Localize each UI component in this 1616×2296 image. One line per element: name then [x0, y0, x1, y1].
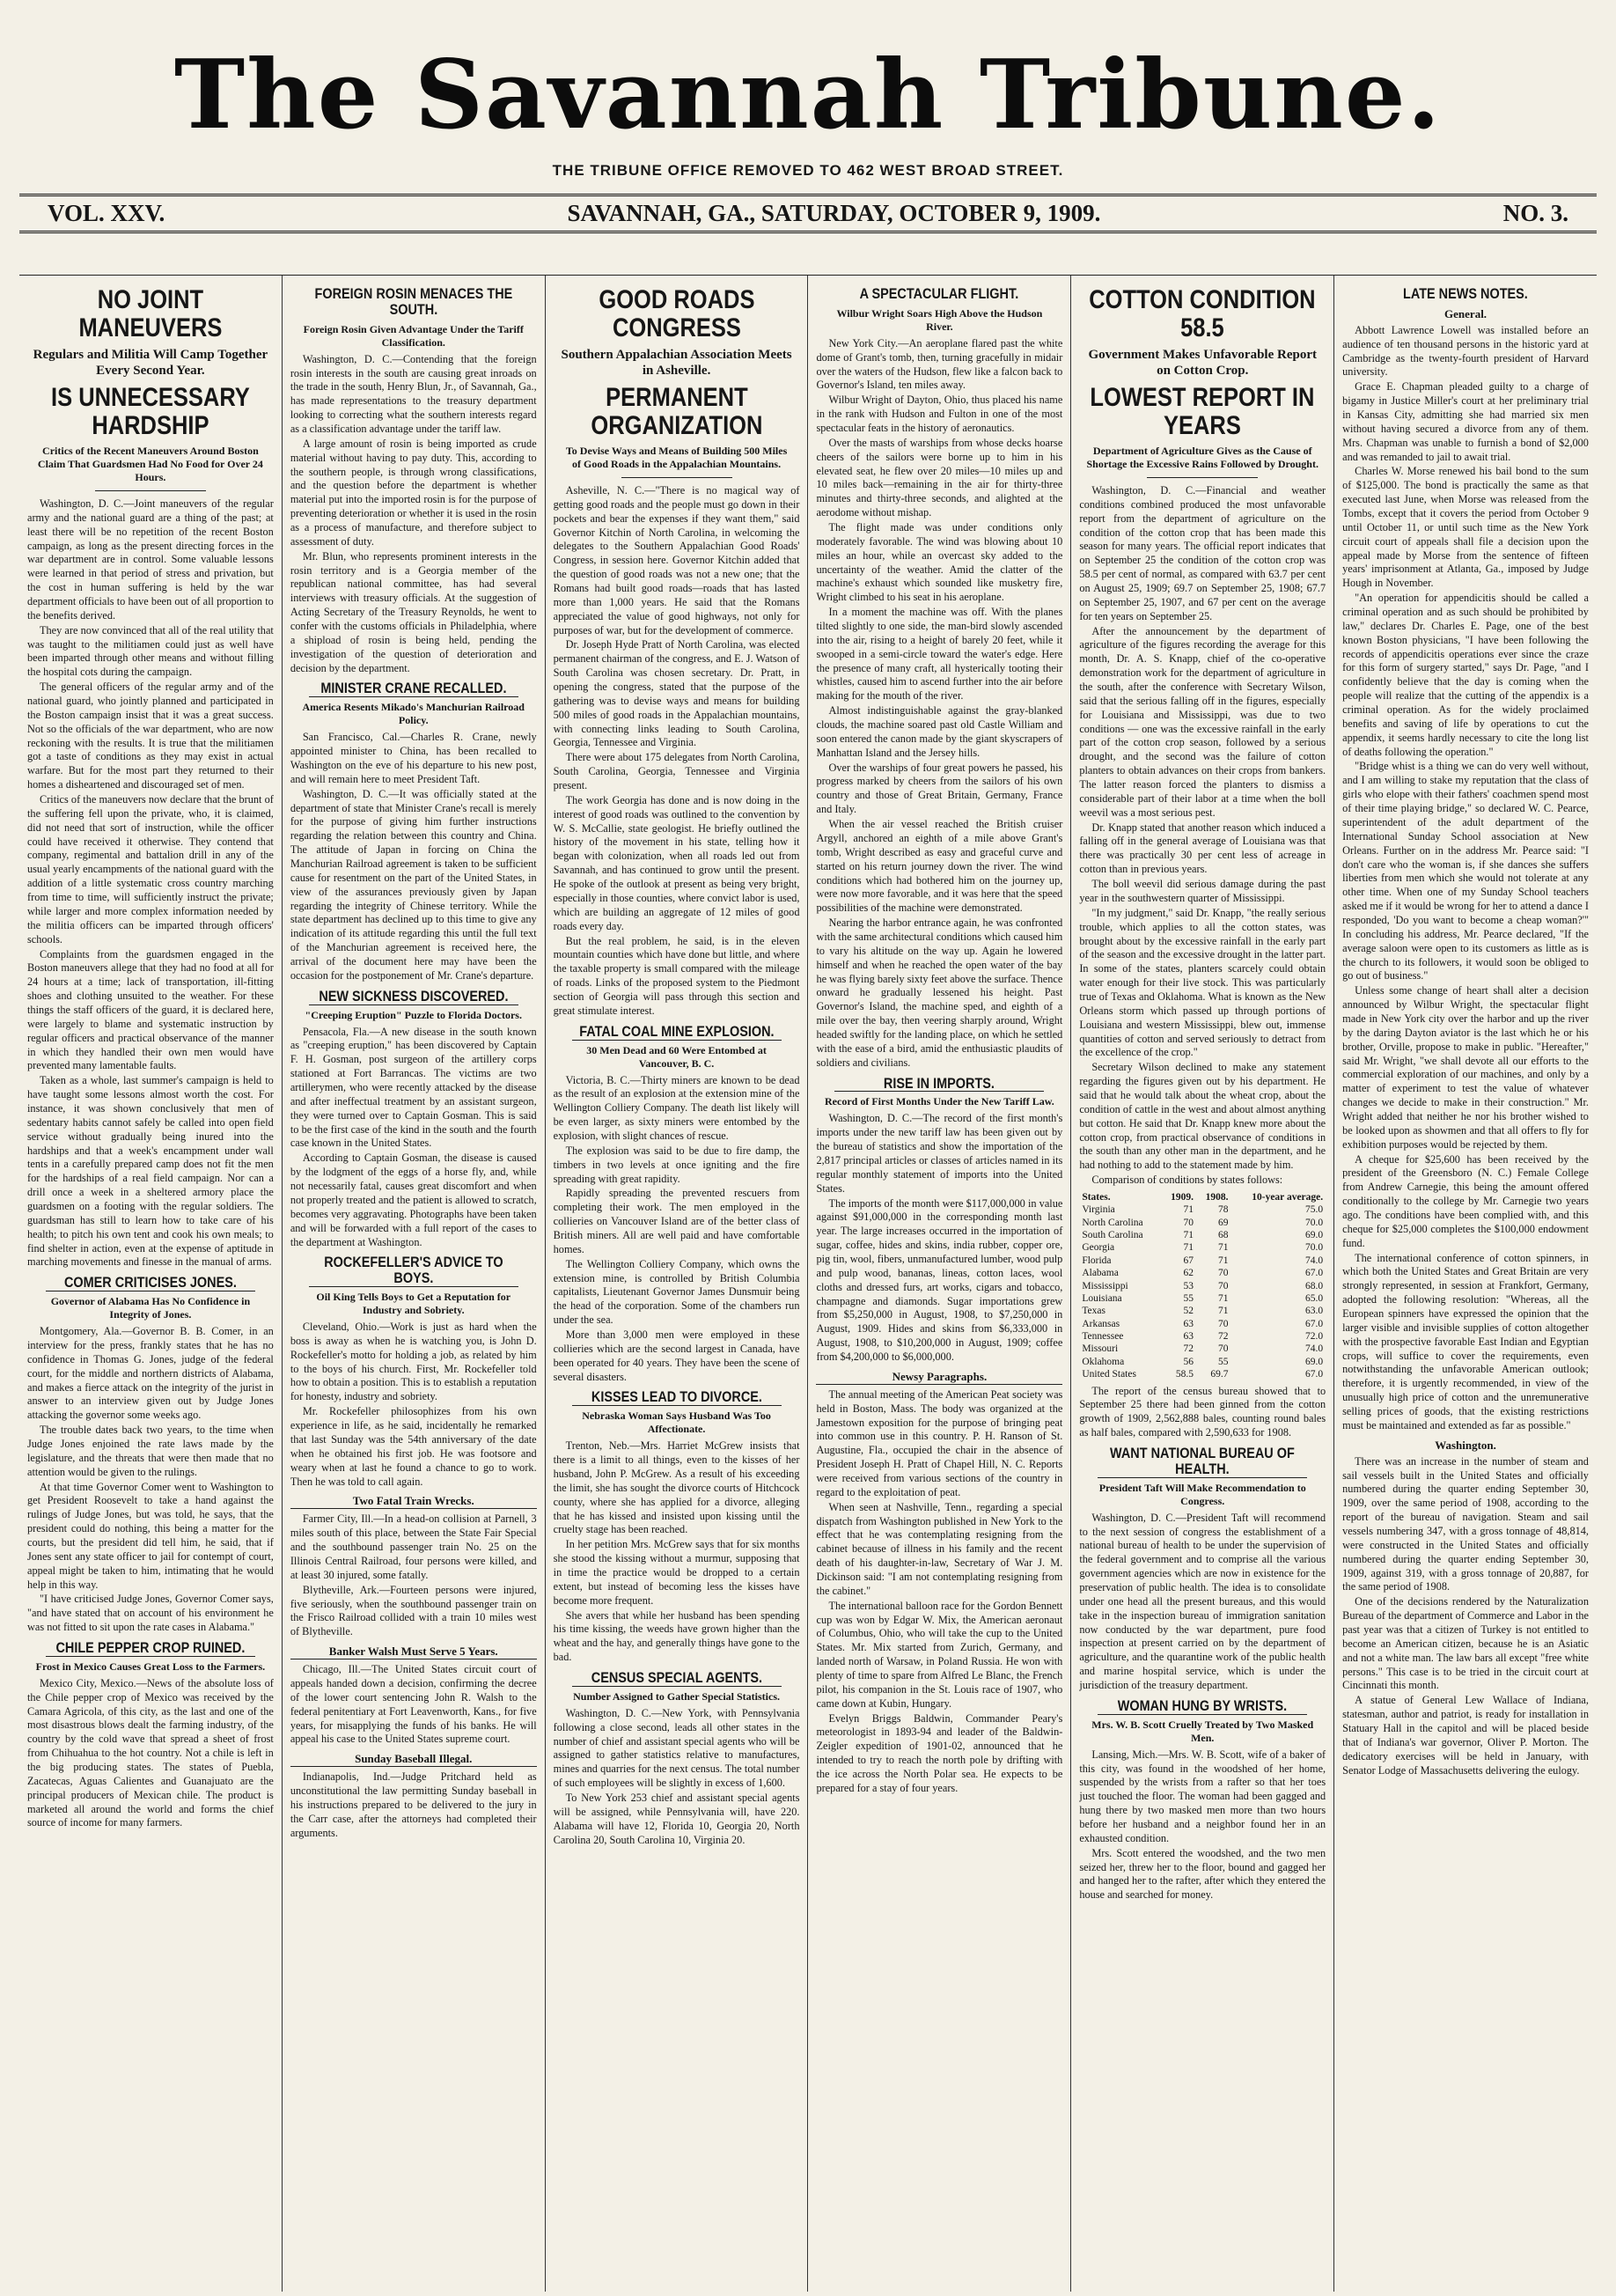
subhead: 30 Men Dead and 60 Were Entombed at Vancouver, B. C. [586, 1043, 767, 1070]
newspaper-title: The Savannah Tribune. [173, 40, 1443, 151]
paragraph: Critics of the maneuvers now declare that the brunt of the suffering fell upon the private, who, it is claimed, did not need that sort of instruction, while the officer could have received it otherwise. They contend that company, regimental and battalion drill in any of the usual yearly encampments of the national guard with the addition of a little systematic cross country marching from time to time, will sufficiently instruct the private; while larger and more complex information needed by the militia officers can be imparted through officers' schools. [27, 793, 274, 946]
paragraph: To New York 253 chief and assistant special agents will be assigned, while Pennsylvania will, have 220. Alabama will have 12, Florida 10, Georgia 20, North Carolina 20, South Carolina 10, Virginia 20. [553, 1792, 800, 1846]
paragraph: The general officers of the regular army and of the national guard, who jointly planned and participated in the Boston campaign insist that it was a great success. Not so the officials of the war department, who are now reckoning with the results. It is true that the militiamen got a taste of conditions as they may exist in actual warfare. But for the most part they returned to their homes a disheartened and discouraged set of men. [27, 681, 274, 791]
headline-woman-hung: WOMAN HUNG BY WRISTS. [1098, 1698, 1307, 1715]
table-cell: 70 [1183, 1217, 1194, 1228]
divider [95, 490, 206, 491]
paragraph: Dr. Joseph Hyde Pratt of North Carolina, was elected permanent chairman of the congress, and E. J. Watson of South Carolina was chosen secretary. Dr. Pratt, in opening the congress, stated that the purpose of the gathering was to devise ways and means for building 500 miles of good roads in the Appalachian mountains, with connecting links leading to South Carolina, Georgia, Tennessee and Virginia. [553, 638, 800, 749]
subhead: Record of First Months Under the New Tariff Law. [825, 1095, 1054, 1108]
table-cell: 62 [1183, 1268, 1194, 1279]
table-cell: Mississippi [1082, 1280, 1128, 1292]
table-cell: 74.0 [1305, 1255, 1324, 1266]
table-cell: Florida [1082, 1255, 1112, 1266]
subhead: Number Assigned to Gather Special Statistics. [573, 1689, 781, 1703]
paragraph: Washington, D. C.—Contending that the foreign rosin interests in the south are causing great inroads on the trade in the south, Henry Blun, Jr., of Savannah, Ga., has made representations to the treasury department looking to correcting what the southern interests regard as a classification advantage under the tariff law. [290, 352, 537, 435]
table-row [1079, 1292, 1326, 1305]
paragraph: A cheque for $25,600 has been received by the president of the Greensboro (N. C.) Female College from Andrew Carnegie, this being the amount offered conditionally to the college by Mr. Carnegie two years ago. The conditions have been complied with, and this cheque for $25,000 completes the $100,000 endowment fund. [1342, 1152, 1589, 1249]
column-4 [808, 276, 1071, 2292]
table-row [1079, 1255, 1326, 1267]
paragraph: The annual meeting of the American Peat society was held in Boston, Mass. The body was organized at the Jamestown exposition for the purpose of bringing peat into common use in this country. P. H. Ranson of St. Augustine, Fla., occupied the chair in the absence of President Joseph H. Pratt of Chapel Hill, N. C. Reports were received from various sections of the country in regard to the exploitation of peat. [816, 1387, 1063, 1498]
table-cell: 58.5 [1175, 1369, 1194, 1380]
headline-newsy: Newsy Paragraphs. [816, 1370, 1062, 1385]
table-cell: 56 [1183, 1356, 1194, 1367]
divider [621, 477, 732, 478]
paragraph: New York City.—An aeroplane flared past the white dome of Grant's tomb, then, turning gracefully in midair over the waters of the Hudson, flew like a falcon back to Governor's Island, ten miles away. [816, 336, 1063, 392]
paragraph: She avers that while her husband has been spending his time kissing, the weeds have grown higher than the wheat and the hay, and generally things have gone to the bad. [553, 1608, 800, 1664]
table-cell: 75.0 [1305, 1204, 1324, 1216]
paragraph: There was an increase in the number of steam and sail vessels built in the United States and officially numbered during the quarter ending September 30, 1909, over the same period of 1908, according to the report of the bureau of navigation. Steam and sail vessels numbering 347, with a gross tonnage of 48,814, were constructed in the United States and officially numbered during the quarter ending September 30, 1909, against 319, with a gross tonnage of 20,887, for the same period of 1908. [1342, 1454, 1589, 1593]
table-cell: South Carolina [1082, 1230, 1143, 1241]
volume-label: VOL. XXV. [48, 200, 165, 226]
headline-health-bureau: WANT NATIONAL BUREAU OF HEALTH. [1098, 1446, 1307, 1478]
column-3 [546, 276, 809, 2292]
table-cell: 67.0 [1305, 1369, 1324, 1380]
table-cell: Georgia [1082, 1242, 1115, 1254]
table-cell: Oklahoma [1082, 1356, 1125, 1367]
table-row [1079, 1203, 1326, 1216]
subhead: President Taft Will Make Recommendation to Congress. [1098, 1481, 1306, 1507]
paragraph: Evelyn Briggs Baldwin, Commander Peary's meteorologist in 1893-94 and leader of the Baldwin-Zeigler expedition of 1901-02, announced that he intended to try to reach the north pole by drifting with the ice across the North Polar sea. He expects to be prepared for a stay of four years. [816, 1711, 1063, 1794]
paragraph: "In my judgment," said Dr. Knapp, "the really serious trouble, which applies to all the cotton states, was brought about by the excessive rainfall in the early part of the season and the excessive drought in the latter part. In some of the states, planters scarcely could obtain water enough for their live stock. This was particularly true of Texas and Oklahoma. What is known as the New Orleans storm which passed up through portions of Louisiana and western Mississippi, blew out, immense quantities of cotton and served seriously to detract from the excellence of the crop." [1079, 906, 1326, 1059]
headline-joint-maneuvers: NO JOINT MANEUVERS [78, 285, 223, 342]
table-cell: 67.0 [1305, 1318, 1324, 1329]
table-cell: United States [1082, 1369, 1136, 1380]
table-cell: 65.0 [1305, 1292, 1324, 1304]
paragraph: Chicago, Ill.—The United States circuit court of appeals handed down a decision, confirming the decree of the lower court sentencing John R. Walsh to the federal penitentiary at Fort Leavenworth, Kans., for five years, for misapplying the funds of his banks. He will appeal his case to the United States supreme court. [290, 1663, 537, 1746]
paragraph: Montgomery, Ala.—Governor B. B. Comer, in an interview for the press, frankly states that he has no confidence in Thomas G. Jones, judge of the federal court, for the middle and northern districts of Alabama, and makes a fierce attack on the integrity of the jurist in answer to an interview given out by Judge Jones attacking the governor some weeks ago. [27, 1325, 274, 1422]
table-cell: Virginia [1082, 1204, 1115, 1216]
paragraph: Mr. Rockefeller philosophizes from his own experience in life, as he said, incidentally he remarked that last Sunday was the 54th anniversary of the date when he obtained his first job. He was footsore and weary when at last he found a chance to go to work. Then he was told to call again. [290, 1405, 537, 1488]
dateline: SAVANNAH, GA., SATURDAY, OCTOBER 9, 1909. [567, 200, 1101, 226]
headline-train-wrecks: Two Fatal Train Wrecks. [290, 1494, 537, 1509]
subhead: Department of Agriculture Gives as the Cause of Shortage the Excessive Rains Followed by Drought. [1086, 445, 1319, 470]
table-row [1079, 1343, 1326, 1355]
paragraph: Taken as a whole, last summer's campaign is held to have taught some lessons almost worth the cost. For instance, it was shown conclusively that men of sedentary habits cannot safely be called into open field service without gradually being inured into the hardships and that a week's encampment under wall tents in a carefully prepared camp does not fit the men for the hardships of a real field campaign. Nor can a drill once a week in a sheltered armory place the guardsmen on a footing with the regular soldiers. The guardsman has still to learn how to take care of his health; to pitch his own tent and cook his own meals; to find shelter in action, even at the expense of aptitude in marching movements and finesse in the manual of arms. [27, 1074, 274, 1269]
paragraph: Farmer City, Ill.—In a head-on collision at Parnell, 3 miles south of this place, between the State Fair Special and the southbound passenger train No. 25 on the Illinois Central Railroad, four persons were killed, and at least 30 injured, some fatally. [290, 1512, 537, 1581]
paragraph: The international conference of cotton spinners, in which both the United States and Great Britain are very strongly represented, in session at Frankfort, Germany, adopted the following resolution: "Whereas, all the European spinners have expressed the opinion that the larger visible and invisible supplies of cotton altogether with the prospective favorable East Indian and Egyptian crops, will suffice to cover the requirements, even notwithstanding the unfavorable American outlook; therefore, it is urgently recommended, in view of the unusually high price of cotton and the unremunerative selling prices of goods, that the existing restrictions must be maintained and extended as far as possible." [1342, 1251, 1589, 1431]
headline-kisses: KISSES LEAD TO DIVORCE. [572, 1389, 782, 1406]
column-header: 1909. [1171, 1191, 1194, 1203]
paragraph: Mexico City, Mexico.—News of the absolute loss of the Chile pepper crop of Mexico was received by the Camara Agricola, of this city, as the last and one of the most disastrous blows dealt the farming industry, of the country by the cold wave that spread a sheet of frost from Chihuahua to the hot country. Not a chile is left in the big producing states. The states of Puebla, Zacatecas, Aguas Calientes and Guanajuato are the principal producers of Mexican chile. The product is marketed all around the world and forms the chief source of income for many farmers. [27, 1676, 274, 1829]
headline-imports: RISE IN IMPORTS. [834, 1076, 1044, 1093]
paragraph: Secretary Wilson declined to make any statement regarding the figures given out by his department. He said that he would talk about the wheat crop, about the condition of cattle in the west and about almost anything but cotton. He said that Dr. Knapp knew more about the cotton crop, from practical observance of conditions in the south than any other man in the department, and he had nothing to add to the statement made by him. [1079, 1061, 1326, 1172]
headline-comer: COMER CRITICISES JONES. [46, 1275, 255, 1292]
paragraph: But the real problem, he said, is in the eleven mountain counties which have done but little, and where the taxable property is small compared with the mileage of roads. Links of the proposed system to the Piedmont section of Georgia will pass through this section and great stimulate interest. [553, 934, 800, 1017]
paragraph: In her petition Mrs. McGrew says that for six months she stood the kissing without a murmur, supposing that in time the practice would be dropped to a certain extent, but instead of becoming less the kisses have become more frequent. [553, 1538, 800, 1607]
paragraph: Washington, D. C.—Financial and weather conditions combined produced the most unfavorable report from the department of agriculture on the condition of the cotton crop that has been made this season for many years. The official report indicates that on September 25 the condition of the cotton crop was 58.5 per cent of normal, as compared with 63.7 per cent on August 25, 1909; 69.7 on September 25, 1908; 67.7 on September 25, 1907, and 67 per cent on the average for ten years on September 25. [1079, 484, 1326, 622]
table-cell: 71 [1183, 1242, 1194, 1254]
headline-sickness: NEW SICKNESS DISCOVERED. [309, 989, 518, 1005]
paragraph: The Wellington Colliery Company, which owns the extension mine, is controlled by British Columbia capitalists, Lieutenant Governor James Dunsmuir being the head of the corporation. Some of the chambers run under the sea. [553, 1257, 800, 1327]
paragraph: Nearing the harbor entrance again, he was confronted with the same architectural conditions which caused him to vary his altitude on the way up. Again he lowered himself and when he reached the open water of the bay he was flying barely sixty feet above the surface. Thence onward he gradually lessened his height. Past Governor's Island, the machine sped, and eighth of a mile over the bay, then veering sharply around, Wright headed swiftly for the landing place, on which he settled with the ease of a bird, amid the enthusiastic plaudits of soldiers and civilians. [816, 916, 1063, 1069]
table-row [1079, 1229, 1326, 1241]
paragraph: A statue of General Lew Wallace of Indiana, statesman, author and patriot, is ready for installation in Statuary Hall in the capitol and will be placed beside that of Indiana's war governor, Oliver P. Morton. The dedicatory exercises will be held in January, with Senator Lodge of Massachusetts delivering the eulogy. [1342, 1694, 1589, 1777]
table-cell: 67 [1183, 1255, 1194, 1266]
paragraph: Unless some change of heart shall alter a decision announced by Wilbur Wright, the spectacular flight made in New York city over the harbor and up the river by the daring Dayton aviator is the last which he or his brother, Orville, propose to make in public. "Hereafter," said Mr. Wright, "we shall devote all our efforts to the commercial exploration of our machines, and only by a matter of experiment to test the value of whatever changes we decide to make in their construction." Mr. Wright added that neither he nor his brother wished to be looked upon as showmen and that all offers to fly for exhibition purposes would be rejected by them. [1342, 984, 1589, 1151]
subhead: Wilbur Wright Soars High Above the Hudson River. [836, 306, 1043, 333]
table-cell: 55 [1183, 1292, 1194, 1304]
paragraph: Washington, D. C.—Joint maneuvers of the regular army and the national guard are a thing of the past; at least there will be no repetition of the recent Boston campaign, as long as the present directing forces in the war department are in control. Some valuable lessons were learned in that period of stress and privation, but the cost in human suffering is held by the war department officials to have been out of all proportion to the benefits derived. [27, 497, 274, 622]
paragraph: Abbott Lawrence Lowell was installed before an audience of ten thousand persons in the historic yard at Cambridge as the twenty-fourth president of Harvard university. [1342, 323, 1589, 379]
paragraph: Blytheville, Ark.—Fourteen persons were injured, five seriously, when the southbound passenger train on the Frisco Railroad collided with a train 10 miles west of Blytheville. [290, 1583, 537, 1638]
headline-flight: A SPECTACULAR FLIGHT. [860, 285, 1019, 302]
table-cell: 70 [1218, 1343, 1229, 1355]
subhead: Nebraska Woman Says Husband Was Too Affectionate. [582, 1409, 771, 1436]
section-label-washington: Washington. [1435, 1438, 1496, 1452]
office-notice: THE TRIBUNE OFFICE REMOVED TO 462 WEST BROAD STREET. [552, 162, 1064, 179]
paragraph: Over the masts of warships from whose decks hoarse cheers of the sailors were borne up to him in his elevated seat, he flew over 20 miles—10 miles up and 10 miles back—remaining in the air for thirty-three minutes and thirty-three seconds, and alighted at the aerodome without mishap. [816, 436, 1063, 519]
paragraph: Almost indistinguishable against the gray-blanked clouds, the machine soared past old Castle William and soon entered the canon made by the giant skyscrapers of Manhattan Island and the Jersey hills. [816, 704, 1063, 759]
paragraph: Comparison of conditions by states follows: [1091, 1174, 1283, 1187]
table-cell: 55 [1218, 1356, 1229, 1367]
table-cell: 71 [1218, 1306, 1229, 1317]
table-cell: 70 [1218, 1280, 1229, 1292]
paragraph: The flight made was under conditions only moderately favorable. The wind was blowing about 10 miles an hour, while an overcast sky added to the uncertainty of the weather. Amid the clatter of the machine's exhaust which sounded like musketry fire, Wright climbed to his seat in his aeroplane. [816, 521, 1063, 604]
table-body [1079, 1203, 1326, 1380]
headline-walsh: Banker Walsh Must Serve 5 Years. [290, 1645, 537, 1659]
table-row [1079, 1280, 1326, 1292]
paragraph: The imports of the month were $117,000,000 in value against $91,000,000 in the corresponding month last year. The large increases occurred in the importation of sugar, coffee, hides and skins, india rubber, copper ore, pig tin, wool, fibers, unmanufactured lumber, wood pulp and pulp wood, bananas, lineas, cotton laces, wool cloths and dressed furs, art works, cigars and tobacco, champagne and diamonds. Sugar importations grew from $5,250,000 in August, 1908, to $7,250,000 in August, 1909. Hides and skins from $6,333,000 in August, 1908, to $10,200,000 in August, 1909; coffee from $4,200,000 to $6,000,000. [816, 1196, 1063, 1363]
table-cell: Arkansas [1082, 1318, 1120, 1329]
paragraph: The report of the census bureau showed that to September 25 there had been ginned from the cotton growth of 1909, 2,562,888 bales, counting round bales as half bales, compared with 2,590,633 for 1908. [1079, 1384, 1326, 1439]
table-cell: Alabama [1082, 1268, 1119, 1279]
table-cell: 67.0 [1305, 1268, 1324, 1279]
paragraph: The boll weevil did serious damage during the past year in the southwestern quarter of Mississippi. [1079, 878, 1326, 904]
table-cell: 71 [1183, 1204, 1194, 1216]
subhead: Foreign Rosin Given Advantage Under the Tariff Classification. [303, 322, 524, 349]
paragraph: Indianapolis, Ind.—Judge Pritchard held as unconstitutional the law permitting Sunday baseball in his instructions prepared to be delivered to the jury in the Carr case, after the attorneys had completed their arguments. [290, 1770, 537, 1839]
deck: Southern Appalachian Association Meets in Asheville. [561, 348, 792, 378]
paragraph: In a moment the machine was off. With the planes tilted slightly to one side, the man-bird slowly ascended into the air, rising to a height of barely 20 feet, while it swooped in a semi-circle toward the water's edge. Here the presence of many craft, all hysterically tooting their whistles, caused him to ascend further into the air before making for the mouth of the river. [816, 606, 1063, 703]
table-row [1079, 1217, 1326, 1229]
paragraph: Complaints from the guardsmen engaged in the Boston maneuvers allege that they had no food at all for 24 hours at a time; lack of transportation, ill-fitting shoes and clothing unsuited to the weather. For these things the staff officers of the guard, it is declared here, were largely to blame and systematic instruction by regular officers and practical observance of the manner in which they handled their own men would have prevented many lamentable faults. [27, 947, 274, 1072]
table-row [1079, 1330, 1326, 1343]
paragraph: The explosion was said to be due to fire damp, the timbers in two levels at once igniting and the fire spreading with great rapidity. [553, 1144, 800, 1185]
paragraph: Cleveland, Ohio.—Work is just as hard when the boss is away as when he is watching you, is John D. Rockefeller's motto for holding a job, as related by him to the boys of his church. First, Mr. Rockefeller told how to obtain a position. This is to establish a reputation for honesty, industry and sobriety. [290, 1321, 537, 1403]
table-cell: 70 [1218, 1318, 1229, 1329]
table-row [1079, 1305, 1326, 1317]
paragraph: Mrs. Scott entered the woodshed, and the two men seized her, threw her to the floor, bound and gagged her and hanged her to the rafter, after which they entered the house and searched for money. [1079, 1846, 1326, 1902]
dateline-bar [19, 194, 1597, 233]
subhead: Frost in Mexico Causes Great Loss to the Farmers. [35, 1659, 266, 1673]
paragraph: Washington, D. C.—New York, with Pennsylvania following a close second, leads all other states in the number of chief and assistant special agents who will be assigned to gather statistics relative to manufactures, mines and quarries for the next census. The total number of such employees will be slightly in excess of 1,600. [553, 1706, 800, 1790]
paragraph: Lansing, Mich.—Mrs. W. B. Scott, wife of a baker of this city, was found in the woodshed of her home, suspended by the wrists from a rafter so that her toes just touched the floor. The woman had been gagged and hung there by two masked men more than two hours before her husband and a neighbor found her in an exhausted condition. [1079, 1748, 1326, 1844]
headline-chile: CHILE PEPPER CROP RUINED. [46, 1640, 255, 1657]
paragraph: Rapidly spreading the prevented rescuers from completing their work. The men employed in the collieries on Vancouver Island are of the better class of British miners. All are well paid and have comfortable homes. [553, 1187, 800, 1255]
paragraph: When seen at Nashville, Tenn., regarding a special dispatch from Washington published in New York to the effect that he was contemplating resigning from the cabinet because of illness in his family and the recent death of his daughter-in-law, Secretary of War J. M. Dickinson said: "I am not contemplating resigning from the cabinet." [816, 1500, 1063, 1597]
section-label-general: General. [1444, 306, 1487, 320]
table-cell: Texas [1082, 1306, 1105, 1317]
table-row [1079, 1241, 1326, 1254]
headline-permanent-organization: PERMANENT ORGANIZATION [591, 383, 763, 440]
headline-census: CENSUS SPECIAL AGENTS. [572, 1670, 782, 1687]
deck: Government Makes Unfavorable Report on Cotton Crop. [1088, 348, 1317, 378]
table-cell: 71 [1183, 1230, 1194, 1241]
table-cell: 72.0 [1305, 1331, 1324, 1343]
deck: Regulars and Militia Will Camp Together Every Second Year. [33, 348, 268, 378]
table-cell: Missouri [1082, 1343, 1119, 1355]
column-header: 10-year average. [1252, 1191, 1324, 1203]
paragraph: Victoria, B. C.—Thirty miners are known to be dead as the result of an explosion at the extension mine of the Wellington Colliery Company. The death list likely will be even larger, as sixty miners were entombed by the explosion, with slight chances of rescue. [553, 1073, 800, 1142]
table-cell: 68 [1218, 1230, 1229, 1241]
paragraph: According to Captain Gosman, the disease is caused by the lodgment of the eggs of a horse fly, and, while not necessarily fatal, causes great discomfort and when not properly treated and the patient is allowed to scratch, becomes very aggravating. Photographs have been taken and will be forwarded with a full report of the cases to the department at Washington. [290, 1152, 537, 1248]
paragraph: A large amount of rosin is being imported as crude material without having to pay duty. This, according to the southern people, is through wrong classifications, and the question before the department is whether material put into the imported rosin is for the purpose of preventing deterioration or whether it is used in the rosin as a process of manufacture, and therefore subject to assessment of duty. [290, 437, 537, 548]
paragraph: Over the warships of four great powers he passed, his progress marked by cheers from the sailors of his own country and those of Great Britain, Germany, France and Italy. [816, 761, 1063, 816]
paragraph: Mr. Blun, who represents prominent interests in the rosin territory and is a Georgia member of the republican national committee, has had several interviews with treasury officials. At the suggestion of Acting Secretary of the Treasury Reynolds, he went to confer with the customs officials in Philadelphia, where a shipload of rosin is being held, pending the investigation of the question of deterioration and decision by the department. [290, 549, 537, 674]
subhead: Governor of Alabama Has No Confidence in Integrity of Jones. [50, 1295, 251, 1321]
table-cell: 69 [1218, 1217, 1229, 1228]
paragraph: There were about 175 delegates from North Carolina, South Carolina, Georgia, Tennessee and Virginia present. [553, 751, 800, 792]
table-cell: 78 [1218, 1204, 1229, 1216]
paragraph: After the announcement by the department of agriculture of the figures recording the average for this month, Dr. A. S. Knapp, chief of the co-operative demonstration work for the department of agriculture in the south, after the conference with Secretary Wilson, said that the serious falling off in the figures, especially for Louisiana and Mississippi, was due to two conditions — one was the excessive rainfall in the early part of the cotton crop season, followed by a serious drought, and the second was the failure of cotton planters to obtain advances on their crops from bankers. The latter reason forced the planters to dismiss a considerable part of their labor at a time when the boll weevil was a most serious pest. [1079, 624, 1326, 819]
table-cell: 70.0 [1305, 1242, 1324, 1254]
table-cell: 63.0 [1305, 1306, 1324, 1317]
masthead [19, 12, 1597, 269]
table-cell: 68.0 [1305, 1280, 1324, 1292]
paragraph: Washington, D. C.—President Taft will recommend to the next session of congress the establishment of a national bureau of health to be under the supervision of the federal government and to comprise all the various government agencies which are now in existence for the preservation of public health. The idea is to consolidate under one head all the present bureaus, and this would take in the inspection bureau of immigration sanitation now conducted by the war department, pure food inspection at present carried on by the department of agriculture, and the quarantine work of the public health and marine hospital service, which is under the jurisdiction of the treasury department. [1079, 1511, 1326, 1692]
paragraph: "An operation for appendicitis should be called a criminal operation and as such should be prohibited by law," declares Dr. Charles E. Page, one of the best known Boston physicians, "I have been following the records of appendicitis operations ever since the craze for this form of surgery started," says Dr. Page, "and I confidently believe that the day is coming when the people will realize that the cutting of the appendix is a criminal operation. As for the widely proclaimed benefits and saving of life by operations to cut the appendix, it seems hardly necessary to cite the long list of deaths following the operation." [1342, 592, 1589, 758]
subhead: Mrs. W. B. Scott Cruelly Treated by Two Masked Men. [1091, 1718, 1314, 1744]
column-header: States. [1082, 1191, 1111, 1203]
column-5 [1071, 276, 1334, 2292]
issue-number: NO. 3. [1502, 200, 1568, 226]
headline-baseball: Sunday Baseball Illegal. [290, 1752, 537, 1767]
headline-lowest-report: LOWEST REPORT IN YEARS [1090, 383, 1315, 440]
table-row [1079, 1267, 1326, 1279]
table-cell: 71 [1218, 1292, 1229, 1304]
paragraph: The international balloon race for the Gordon Bennett cup was won by Edgar W. Mix, the American aeronaut of Columbus, Ohio, who will take the cup to the United States. Mr. Mix started from Zurich, Germany, and landed north of Warsaw, in Poland Russia. He won with plenty of time to spare from Alfred Le Blanc, the French pilot, his companion in the St. Louis race of 1907, who came down at Kubin, Hungary. [816, 1599, 1063, 1710]
column-2 [283, 276, 546, 2292]
paragraph: Charles W. Morse renewed his bail bond to the sum of $125,000. The bond is practically the same as that executed last June, when Morse was released from the Tombs, except that it covers the period from October 9 until October 11, or until such time as the New York circuit court of appeals shall file a decision upon the appeal made by Morse from the sentence of fifteen years' imprisonment at Atlanta, Ga., imposed by Judge Hough in November. [1342, 465, 1589, 590]
table-cell: 71 [1218, 1242, 1229, 1254]
paragraph: Washington, D. C.—The record of the first month's imports under the new tariff law has been given out by the bureau of statistics and show the importation of the 2,817 principal articles or classes of articles named in its regular monthly statement of imports into the United States. [816, 1112, 1063, 1195]
table-row [1079, 1318, 1326, 1330]
table-cell: 69.0 [1305, 1230, 1324, 1241]
table-row [1079, 1368, 1326, 1380]
paragraph: "Bridge whist is a thing we can do very well without, and I am willing to stake my reputation that the class of girls who elope with their fathers' coachmen spend most of their time playing bridge," so declared W. C. Pearce, superintendent of the adult department of the International Sunday School association at New Orleans. Further on in the address Mr. Pearce said: "I don't care who the woman is, if she dances she suffers liberties from men which she would not tolerate at any other time. When one of my Sunday School teachers asked me if it would be wrong for her to attend a dance I responded, 'Do you want to become a cheap woman?'" In concluding his address, Mr. Pearce declared, "If the average saloon were open to its customers as little as is the church to its followers, it would soon be obliged to go out of business." [1342, 760, 1589, 982]
headline-rosin: FOREIGN ROSIN MENACES THE SOUTH. [314, 285, 513, 318]
subhead: America Resents Mikado's Manchurian Railroad Policy. [302, 701, 525, 727]
headline-good-roads: GOOD ROADS CONGRESS [599, 285, 755, 342]
table-cell: 52 [1183, 1306, 1194, 1317]
headline-late-news: LATE NEWS NOTES. [1403, 285, 1528, 302]
paragraph: Pensacola, Fla.—A new disease in the south known as "creeping eruption," has been discovered by Captain F. H. Gosman, post surgeon of the artillery corps stationed at Fort Barrancas. The victims are two artillerymen, who were recently attacked by the disease and after ineffectual treatment by an assistant surgeon, they were turned over to Captain Gosman. This is said to be the first case of the kind in the south and the fourth case known in the United States. [290, 1025, 537, 1150]
paragraph: When the air vessel reached the British cruiser Argyll, anchored an eighth of a mile above Grant's tomb, Wright described as easy and graceful curve and started on his return journey down the river. The wind conditions which had bothered him on the journey up, were now more favorable, and it was here that the speed possibilities of the machine were demonstrated. [816, 818, 1063, 915]
table-cell: Louisiana [1082, 1292, 1122, 1304]
column-6 [1334, 276, 1597, 2292]
paragraph: Asheville, N. C.—"There is no magical way of getting good roads and the people must go down in their pockets and bear the expenses if they want them," said Governor Kitchin of North Carolina, in welcoming the delegates to the Southern Appalachian Good Roads' Congress, in session here. Governor Kitchin added that the question of good roads was not a new one; that the Romans had built good roads—roads that has lasted more than 1,000 years. He said that the Romans appreciated the value of good highways, not only for purposes of war, but for the development of commerce. [553, 484, 800, 637]
subhead: Critics of the Recent Maneuvers Around Boston Claim That Guardsmen Had No Food for Over 24 Hours. [37, 445, 263, 483]
table-cell: 71 [1218, 1255, 1229, 1266]
paragraph: Dr. Knapp stated that another reason which induced a falling off in the general average of Louisiana was that there was practically 30 per cent less of acreage in cotton than in previous years. [1079, 821, 1326, 876]
column-1 [19, 276, 283, 2292]
paragraph: One of the decisions rendered by the Naturalization Bureau of the department of Commerce and Labor in the past year was that a citizen of Turkey is not entitled to become an American citizen, because he is an Asiatic and not a white man. The law bars all except "free white persons." This case is to be tried in the circuit court at Cincinnati this month. [1342, 1595, 1589, 1692]
subhead: To Devise Ways and Means of Building 500 Miles of Good Roads in the Appalachian Mountains. [565, 445, 788, 470]
paragraph: The trouble dates back two years, to the time when Judge Jones enjoined the rate laws made by the legislature, and the threats that were then made that no attention would be given to the rulings. [27, 1424, 274, 1478]
table-cell: Tennessee [1082, 1331, 1124, 1343]
paragraph: San Francisco, Cal.—Charles R. Crane, newly appointed minister to China, has been recalled to Washington on the eve of his departure to his new post, and will remain here to meet President Taft. [290, 731, 537, 785]
headline-rockefeller: ROCKEFELLER'S ADVICE TO BOYS. [309, 1255, 518, 1287]
table-cell: 69.7 [1210, 1369, 1229, 1380]
divider [1147, 477, 1258, 478]
table-cell: 53 [1183, 1280, 1194, 1292]
table-cell: 63 [1183, 1318, 1194, 1329]
paragraph: "I have criticised Judge Jones, Governor Comer says, "and have stated that on account of his environment he was not fitted to sit upon the rate cases in Alabama." [27, 1593, 274, 1634]
paragraph: Washington, D. C.—It was officially stated at the department of state that Minister Crane's recall is merely for the purpose of giving him further instructions regarding the relation between this country and China. The attitude of Japan in forcing on China the Manchurian Railroad agreement is taken to be sufficient cause for resentment on the part of the United States, in view of the assurances previously given by Japan regarding the integrity of Chinese territory. While the state department has declined up to this time to give any indication of its attitude regarding this until the full text of the Manchurian agreement is received here, the arrival of the document here may have been the occasion for the postponement of Mr. Crane's departure. [290, 787, 537, 982]
headline-hardship: IS UNNECESSARY HARDSHIP [51, 383, 250, 440]
table-cell: 72 [1218, 1331, 1229, 1343]
paragraph: They are now convinced that all of the real utility that was taught to the militiamen could just as well have been imparted through other means and without filling the hospital cots during the campaign. [27, 623, 274, 679]
paragraph: Trenton, Neb.—Mrs. Harriet McGrew insists that there is a limit to all things, even to the kisses of her husband, John P. McGrew. As a result of his exceeding the limit, she has sought the divorce courts of Hitchcock county, where she has applied for a divorce, alleging that he has kissed and insisted upon kissing until the cruelty stage has been reached. [553, 1439, 800, 1536]
table-cell: 69.0 [1305, 1356, 1324, 1367]
headline-coal-mine: FATAL COAL MINE EXPLOSION. [572, 1024, 782, 1041]
columns [19, 275, 1597, 2292]
table-cell: 72 [1183, 1343, 1194, 1355]
paragraph: Grace E. Chapman pleaded guilty to a charge of bigamy in Justice Miller's court at her preliminary trial in Kansas City, admitting she had married six men without having secured a divorce from any of them. Mrs. Chapman was unable to furnish a bond of $2,000 and was remanded to jail to await trial. [1342, 380, 1589, 463]
paragraph: The work Georgia has done and is now doing in the interest of good roads was outlined to the convention by W. S. McCallie, state geologist. He briefly outlined the history of the movement in his state, telling how it began with colonization, when all roads led out from Savannah, and has continued to grow until the present. He spoke of the outlook at present as being very bright, especially in those counties, where convict labor is used, which are building an aggregate of 12 miles of good roads every day. [553, 793, 800, 932]
table-cell: 70 [1218, 1268, 1229, 1279]
table-row [1079, 1356, 1326, 1368]
table-cell: North Carolina [1082, 1217, 1143, 1228]
column-header: 1908. [1205, 1191, 1229, 1203]
table-cell: 70.0 [1305, 1217, 1324, 1228]
subhead: "Creeping Eruption" Puzzle to Florida Doctors. [305, 1008, 522, 1021]
headline-cotton: COTTON CONDITION 58.5 [1089, 285, 1316, 342]
headline-crane: MINISTER CRANE RECALLED. [309, 681, 518, 697]
paragraph: Wilbur Wright of Dayton, Ohio, thus placed his name in the rank with Hudson and Fulton in one of the most spectacular feats in the history of aeronautics. [816, 394, 1063, 434]
paragraph: More than 3,000 men were employed in these collieries which are the second largest in Canada, have been operated for 40 years. They have been the scene of several disasters. [553, 1328, 800, 1383]
subhead: Oil King Tells Boys to Get a Reputation for Industry and Sobriety. [316, 1291, 511, 1317]
table-cell: 74.0 [1305, 1343, 1324, 1355]
table-header-row [1079, 1191, 1326, 1203]
cotton-condition-table [1079, 1191, 1326, 1381]
paragraph: At that time Governor Comer went to Washington to get President Roosevelt to take a hand against the rulings of Judge Jones, but was told, he says, that the president could do nothing, this being a matter for the courts, but the president did tell him, he said, that if Jones sent any state officer to jail for contempt of court, appeal might be taken to him, intimating that he would help in this way. [27, 1480, 274, 1591]
table-cell: 63 [1183, 1331, 1194, 1343]
